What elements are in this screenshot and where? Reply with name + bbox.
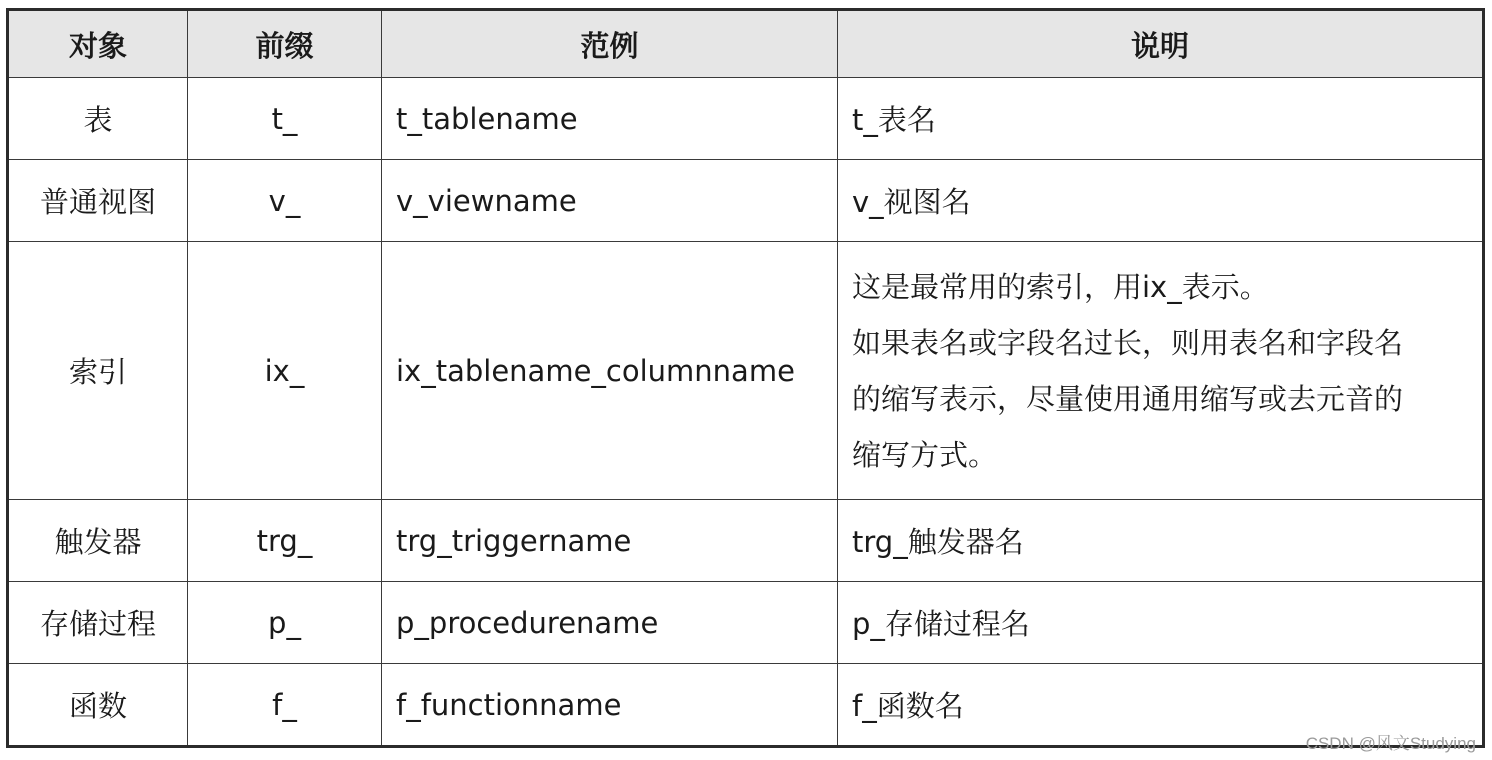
- cell-prefix: ix_: [188, 242, 382, 500]
- table-row: [8, 242, 1484, 500]
- cell-description: trg_触发器名: [838, 500, 1484, 582]
- description-line: 缩写方式。: [852, 437, 998, 472]
- cell-description: [838, 242, 1484, 500]
- cell-prefix: p_: [188, 582, 382, 664]
- cell-example: t_tablename: [382, 78, 838, 160]
- cell-example: f_functionname: [382, 664, 838, 747]
- cell-description: t_表名: [838, 78, 1484, 160]
- cell-object: 索引: [8, 242, 188, 500]
- cell-example: p_procedurename: [382, 582, 838, 664]
- header-prefix: 前缀: [188, 10, 382, 78]
- naming-table-container: [6, 8, 1485, 748]
- table-row: [8, 582, 1484, 664]
- cell-example: trg_triggername: [382, 500, 838, 582]
- cell-prefix: v_: [188, 160, 382, 242]
- cell-object: 触发器: [8, 500, 188, 582]
- cell-prefix: t_: [188, 78, 382, 160]
- table-row: [8, 78, 1484, 160]
- cell-example: ix_tablename_columnname: [382, 242, 838, 500]
- table-row: [8, 500, 1484, 582]
- cell-prefix: f_: [188, 664, 382, 747]
- header-example: 范例: [382, 10, 838, 78]
- cell-description: f_函数名: [838, 664, 1484, 747]
- cell-object: 函数: [8, 664, 188, 747]
- cell-description: p_存储过程名: [838, 582, 1484, 664]
- header-description: 说明: [838, 10, 1484, 78]
- description-line: 如果表名或字段名过长，则用表名和字段名: [852, 325, 1404, 360]
- table-header-row: [8, 10, 1484, 78]
- table-row: [8, 160, 1484, 242]
- header-object: 对象: [8, 10, 188, 78]
- cell-prefix: trg_: [188, 500, 382, 582]
- cell-description: v_视图名: [838, 160, 1484, 242]
- cell-object: 存储过程: [8, 582, 188, 664]
- description-line: 这是最常用的索引，用ix_表示。: [852, 269, 1269, 304]
- naming-convention-table: [6, 8, 1485, 748]
- cell-object: 普通视图: [8, 160, 188, 242]
- description-line: 的缩写表示，尽量使用通用缩写或去元音的: [852, 381, 1404, 416]
- table-row: [8, 664, 1484, 747]
- cell-example: v_viewname: [382, 160, 838, 242]
- cell-object: 表: [8, 78, 188, 160]
- watermark: CSDN @风文Studying: [1305, 734, 1476, 753]
